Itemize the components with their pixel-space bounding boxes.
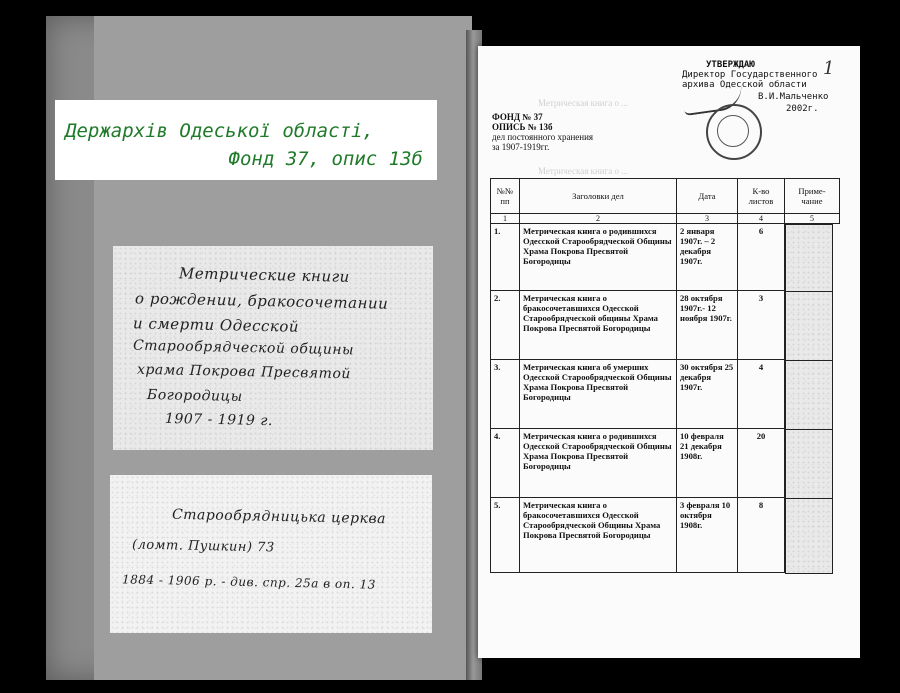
row-title: Метрическая книга об умерших Одесской Старообрядческой Общины Храма Покрова Пресвятой Богородицы	[520, 360, 677, 429]
note-1-line: Богородицы	[146, 386, 243, 406]
approval-position-1: Директор Государственного	[682, 70, 818, 80]
note-1-line: храма Покрова Пресвятой	[136, 361, 352, 383]
row-sheets: 6	[738, 224, 785, 291]
header-sheets: К-во листов	[738, 179, 785, 214]
approval-name: В.И.Мальченко	[758, 92, 829, 102]
row-note	[785, 224, 833, 292]
row-sheets: 20	[738, 429, 785, 498]
row-date: 10 февраля 21 декабря 1908г.	[677, 429, 738, 498]
column-number: 3	[677, 214, 738, 224]
fond-header	[492, 112, 593, 152]
approval-position-2: архива Одесской области	[682, 80, 807, 90]
note-1-line: 1907 - 1919 г.	[164, 410, 274, 430]
handwritten-note-church	[110, 475, 432, 633]
note-2-line: (ломт. Пушкин) 73	[131, 537, 275, 556]
table-row	[491, 429, 840, 498]
row-title: Метрическая книга о бракосочетавшихся Одесской Старообрядческой Общины Храма Покрова Пресвятой Богородицы	[520, 498, 677, 573]
row-note	[785, 429, 833, 499]
row-date: 30 октября 25 декабря 1907г.	[677, 360, 738, 429]
row-sheets: 3	[738, 291, 785, 360]
column-number: 2	[520, 214, 677, 224]
approval-year: 2002г.	[786, 104, 819, 114]
row-number: 3.	[491, 360, 520, 429]
header-note: Приме-чание	[785, 179, 840, 214]
table-header-row	[491, 179, 840, 214]
row-sheets: 8	[738, 498, 785, 573]
row-note	[785, 360, 833, 430]
opis-number: ОПИСЬ № 13б	[492, 122, 553, 132]
row-number: 1.	[491, 224, 520, 291]
note-1-line: Старообрядческой общины	[132, 337, 355, 359]
table-row	[491, 291, 840, 360]
column-number: 1	[491, 214, 520, 224]
note-1-line: о рождении, бракосочетании	[134, 289, 389, 313]
archive-label	[55, 100, 437, 180]
archive-stamp	[706, 104, 762, 160]
inventory-page: Метрическая книга о ... Метрическая книга о ... 1 УТВЕРЖДАЮ Директор Государственного архива Одесской области В.И.Мальченко 2002г. ФОНД № 37 ОПИСЬ № 13б дел постоянного хранения за 1907-1919гг. №№ пп Заголовки дел Дата К-во листов Приме-чание 1 2 3 4 5 1. Метрическая книга о родившихся Одесской Старообрядческой Общины Храма Покрова Пресвятой Богородицы 2 января 1907г. – 2 декабря 1907г. 6 2. Метрическая книга о бракосочетавшихся Одесской Старообрядческой общины Храма Покрова Пресвятой Богородицы 28 октября 1907г.- 12 ноября 1907г. 3 3. Метрическая книга об умерших Одесской Старообрядческой Общины Храма Покрова Пресвятой Богородицы 30 октября 25 декабря 1907г. 4 4. Метрическая книга о родившихся Одесской Старообрядческой Общины Храма Покрова Пресвятой Богородицы 10 февраля 21 декабря 1908г. 20 5. Метрическая книга о бракосочетавшихся Одесской Старообрядческой Общины Храма Покрова Пресвятой Богородицы 3 февраля 10 октября 1908г. 8	[478, 46, 860, 658]
storage-type: дел постоянного хранения	[492, 132, 594, 142]
row-number: 4.	[491, 429, 520, 498]
period: за 1907-1919гг.	[492, 142, 550, 152]
note-1-line: и смерти Одесской	[132, 314, 300, 336]
table-row	[491, 498, 840, 573]
page-number: 1	[823, 58, 835, 79]
row-title: Метрическая книга о родившихся Одесской Старообрядческой Общины Храма Покрова Пресвятой Богородицы	[520, 429, 677, 498]
inventory-table	[490, 178, 840, 573]
column-number: 5	[785, 214, 840, 224]
handwritten-note-records	[113, 246, 433, 450]
row-title: Метрическая книга о родившихся Одесской Старообрядческой Общины Храма Покрова Пресвятой Богородицы	[520, 224, 677, 291]
archive-label-line-1: Держархів Одеської області,	[65, 120, 374, 142]
table-row	[491, 360, 840, 429]
row-date: 28 октября 1907г.- 12 ноября 1907г.	[677, 291, 738, 360]
row-date: 3 февраля 10 октября 1908г.	[677, 498, 738, 573]
table-row	[491, 224, 840, 291]
fond-number: ФОНД № 37	[492, 112, 543, 122]
column-number: 4	[738, 214, 785, 224]
note-2-line: 1884 - 1906 р. - див. спр. 25а в оп. 13	[121, 572, 376, 592]
row-sheets: 4	[738, 360, 785, 429]
row-date: 2 января 1907г. – 2 декабря 1907г.	[677, 224, 738, 291]
row-number: 5.	[491, 498, 520, 573]
header-date: Дата	[677, 179, 738, 214]
column-number-row	[491, 214, 840, 224]
row-note	[785, 498, 833, 574]
row-title: Метрическая книга о бракосочетавшихся Одесской Старообрядческой общины Храма Покрова Пресвятой Богородицы	[520, 291, 677, 360]
row-note	[785, 291, 833, 361]
note-1-line: Метрические книги	[178, 264, 351, 286]
header-number: №№ пп	[491, 179, 520, 214]
note-2-line: Старообрядницька церква	[171, 506, 387, 528]
approval-title: УТВЕРЖДАЮ	[706, 60, 755, 70]
row-number: 2.	[491, 291, 520, 360]
archive-label-line-2: Фонд 37, опис 13б	[228, 148, 423, 170]
header-title: Заголовки дел	[520, 179, 677, 214]
